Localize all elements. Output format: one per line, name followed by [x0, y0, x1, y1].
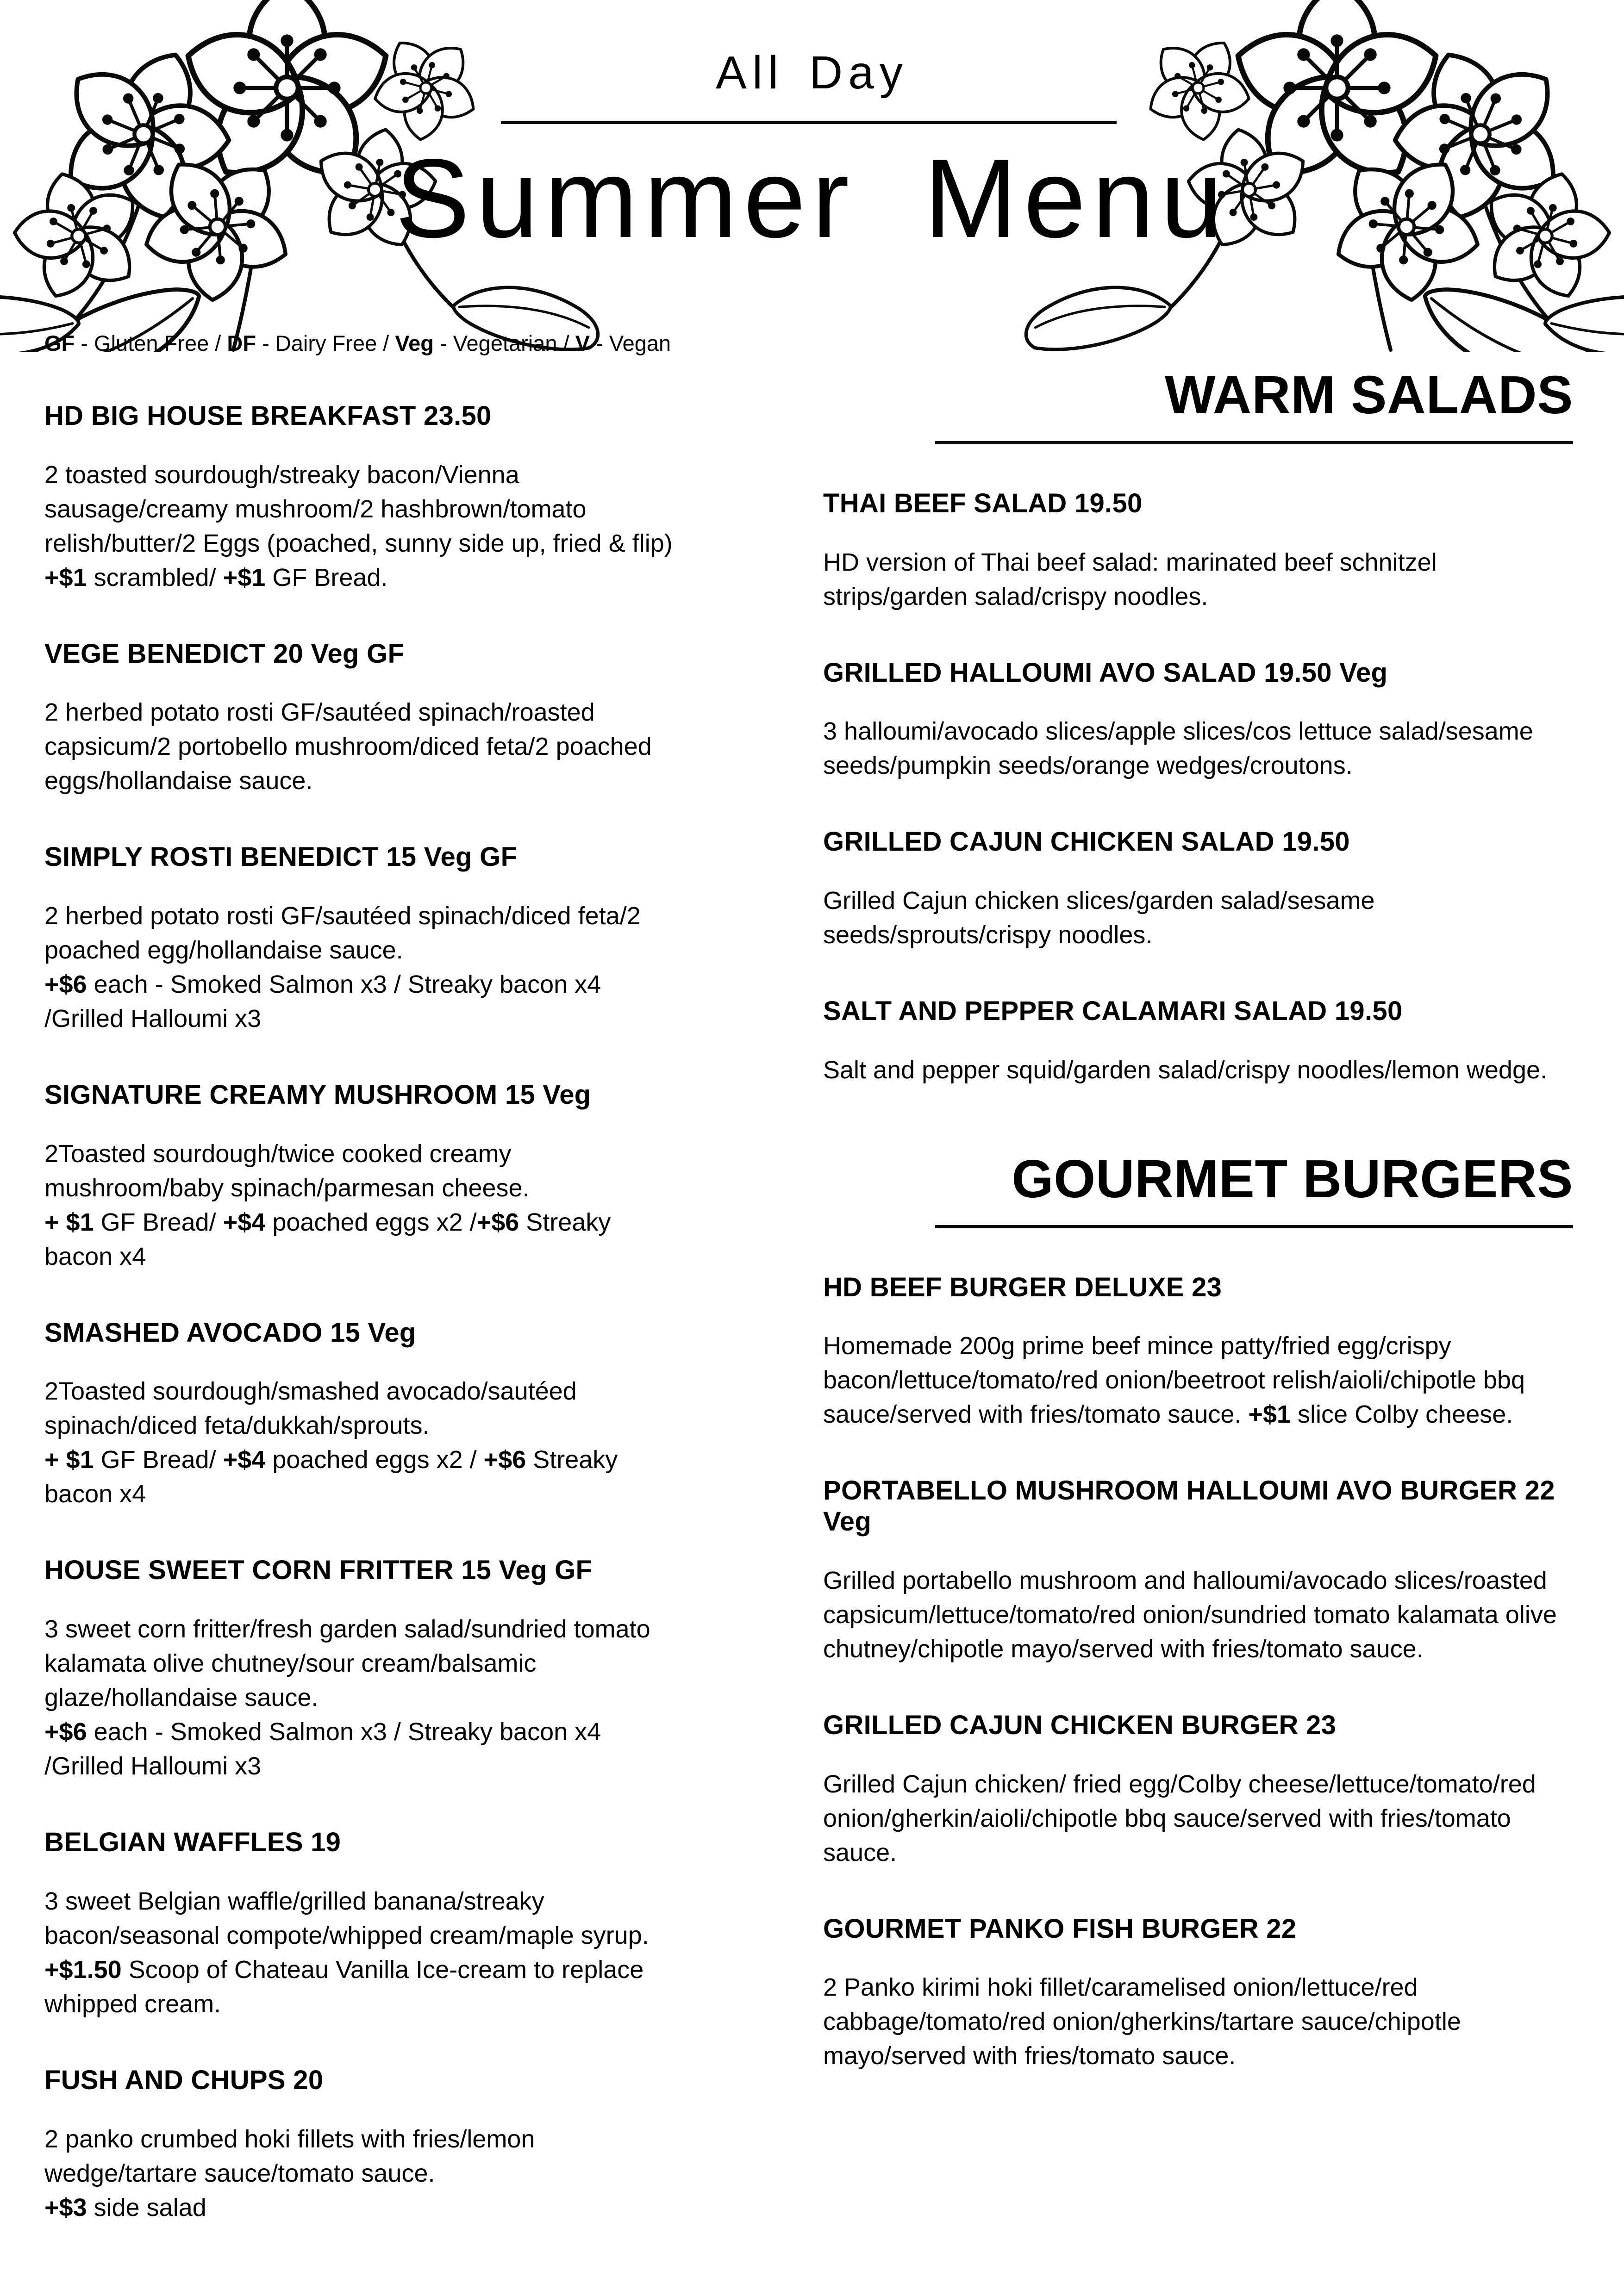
- text-run: - Vegetarian /: [434, 331, 575, 355]
- item-description: [823, 714, 1573, 783]
- menu-item-belgian-waffles: [44, 1827, 674, 2021]
- item-name: SMASHED AVOCADO 15 Veg: [44, 1317, 416, 1348]
- section-warm-salads: [823, 365, 1573, 1087]
- text-run: 2 panko crumbed hoki fillets with fries/lemon wedge/tartare sauce/tomato sauce.: [44, 2125, 535, 2187]
- menu-item-gourmet-panko-fish-burger: [823, 1914, 1573, 2073]
- dietary-legend: [44, 330, 671, 356]
- text-run: Grilled Cajun chicken slices/garden salad/sesame seeds/sprouts/crispy noodles.: [823, 887, 1375, 949]
- price-addon: GF: [44, 331, 75, 355]
- text-run: scrambled/: [87, 563, 223, 591]
- menu-item-portabello-halloumi-avo-burger: [823, 1475, 1573, 1666]
- item-name: HOUSE SWEET CORN FRITTER 15 Veg GF: [44, 1555, 593, 1586]
- item-description: [823, 1563, 1573, 1666]
- text-run: Grilled Cajun chicken/ fried egg/Colby cheese/lettuce/tomato/red onion/gherkin/aioli/chipotle bbq sauce/served with fries/tomato sauce.: [823, 1770, 1536, 1867]
- item-description: [44, 2122, 674, 2225]
- text-run: 2Toasted sourdough/smashed avocado/sautéed spinach/diced feta/dukkah/sprouts.: [44, 1377, 577, 1440]
- price-addon: +$1: [223, 563, 266, 591]
- item-description: [823, 1970, 1573, 2073]
- item-name: HD BIG HOUSE BREAKFAST 23.50: [44, 401, 492, 431]
- item-name: GRILLED CAJUN CHICKEN BURGER 23: [823, 1710, 1337, 1740]
- item-description: [823, 545, 1573, 614]
- menu-item-smashed-avocado: [44, 1318, 674, 1512]
- item-name: GOURMET PANKO FISH BURGER 22: [823, 1913, 1297, 1944]
- item-description: [823, 1053, 1573, 1087]
- menu-subtitle: All Day: [716, 47, 908, 99]
- menu-item-hd-beef-burger-deluxe: [823, 1272, 1573, 1432]
- item-name: HD BEEF BURGER DELUXE 23: [823, 1272, 1222, 1302]
- menu-item-grilled-halloumi-avo-salad: [823, 658, 1573, 783]
- price-addon: Veg: [395, 331, 434, 355]
- price-addon: +$1: [44, 563, 87, 591]
- item-name: VEGE BENEDICT 20 Veg GF: [44, 638, 405, 669]
- text-run: each - Smoked Salmon x3 / Streaky bacon x4 /Grilled Halloumi x3: [44, 971, 601, 1033]
- price-addon: DF: [227, 331, 256, 355]
- menu-item-vege-benedict: [44, 639, 674, 798]
- section-heading: GOURMET BURGERS: [1012, 1148, 1573, 1209]
- text-run: Grilled portabello mushroom and halloumi/avocado slices/roasted capsicum/lettuce/tomato/red onion/sundried tomato kalamata olive chutney/chipotle mayo/served with fries/tomato sauce.: [823, 1566, 1557, 1663]
- text-run: Streaky bacon x4: [44, 1446, 618, 1508]
- price-addon: +$1.50: [44, 1955, 122, 1984]
- section-gourmet-burgers: [823, 1148, 1573, 2073]
- text-run: side salad: [87, 2193, 206, 2221]
- menu-item-fush-and-chups: [44, 2065, 674, 2225]
- text-run: - Dairy Free /: [256, 331, 395, 355]
- text-run: slice Colby cheese.: [1291, 1400, 1513, 1429]
- text-run: poached eggs x2 /: [265, 1208, 477, 1236]
- section-divider-line: [935, 441, 1573, 444]
- header-divider-line: [501, 121, 1117, 124]
- text-run: poached eggs x2 /: [265, 1446, 484, 1474]
- text-run: 2 herbed potato rosti GF/sautéed spinach/diced feta/2 poached egg/hollandaise sauce.: [44, 902, 641, 964]
- text-run: Streaky bacon x4: [44, 1208, 611, 1270]
- menu-item-sweet-corn-fritter: [44, 1555, 674, 1783]
- menu-item-big-house-breakfast: [44, 401, 674, 595]
- text-run: - Gluten Free /: [75, 331, 227, 355]
- menu-item-grilled-cajun-chicken-burger: [823, 1710, 1573, 1870]
- menu-item-signature-creamy-mushroom: [44, 1080, 674, 1274]
- price-addon: +$6: [476, 1208, 519, 1236]
- price-addon: +$6: [44, 1718, 87, 1746]
- price-addon: + $1: [44, 1446, 94, 1474]
- text-run: 3 sweet corn fritter/fresh garden salad/sundried tomato kalamata olive chutney/sour cream/balsamic glaze/hollandaise sauce.: [44, 1615, 650, 1712]
- item-name: SIGNATURE CREAMY MUSHROOM 15 Veg: [44, 1080, 591, 1110]
- item-description: [44, 1612, 674, 1783]
- text-run: 2 herbed potato rosti GF/sautéed spinach/roasted capsicum/2 portobello mushroom/diced feta/2 poached eggs/hollandaise sauce.: [44, 698, 652, 795]
- section-heading: WARM SALADS: [1165, 365, 1573, 425]
- salads-and-burgers-column: [823, 365, 1573, 2073]
- item-name: GRILLED HALLOUMI AVO SALAD 19.50 Veg: [823, 657, 1388, 688]
- text-run: 3 halloumi/avocado slices/apple slices/cos lettuce salad/sesame seeds/pumpkin seeds/orange wedges/croutons.: [823, 717, 1533, 780]
- menu-item-thai-beef-salad: [823, 488, 1573, 614]
- price-addon: +$1: [1248, 1400, 1291, 1429]
- text-run: Scoop of Chateau Vanilla Ice-cream to replace whipped cream.: [44, 1955, 644, 2018]
- item-name: SIMPLY ROSTI BENEDICT 15 Veg GF: [44, 842, 518, 872]
- text-run: GF Bread/: [94, 1446, 223, 1474]
- price-addon: V: [575, 331, 590, 355]
- menu-item-salt-pepper-calamari-salad: [823, 996, 1573, 1087]
- text-run: each - Smoked Salmon x3 / Streaky bacon x4 /Grilled Halloumi x3: [44, 1718, 601, 1780]
- text-run: 2Toasted sourdough/twice cooked creamy mushroom/baby spinach/parmesan cheese.: [44, 1139, 530, 1202]
- text-run: 2 Panko kirimi hoki fillet/caramelised onion/lettuce/red cabbage/tomato/red onion/gherkins/tartare sauce/chipotle mayo/served with fries/tomato sauce.: [823, 1973, 1461, 2070]
- breakfast-column: [44, 401, 674, 2225]
- item-name: PORTABELLO MUSHROOM HALLOUMI AVO BURGER 22 Veg: [823, 1475, 1555, 1537]
- menu-title: Summer Menu: [395, 136, 1229, 261]
- price-addon: +$4: [223, 1446, 266, 1474]
- item-name: THAI BEEF SALAD 19.50: [823, 488, 1143, 518]
- text-run: GF Bread/: [94, 1208, 223, 1236]
- item-description: [823, 1329, 1573, 1431]
- price-addon: +$4: [223, 1208, 266, 1236]
- text-run: Salt and pepper squid/garden salad/crispy noodles/lemon wedge.: [823, 1056, 1548, 1084]
- text-run: - Vegan: [590, 331, 671, 355]
- section-divider-line: [935, 1225, 1573, 1228]
- price-addon: +$6: [483, 1446, 526, 1474]
- item-description: [823, 1767, 1573, 1870]
- item-description: [44, 1137, 674, 1274]
- menu-item-grilled-cajun-chicken-salad: [823, 827, 1573, 952]
- price-addon: +$6: [44, 971, 87, 999]
- price-addon: +$3: [44, 2193, 87, 2221]
- text-run: HD version of Thai beef salad: marinated beef schnitzel strips/garden salad/crispy noodles.: [823, 548, 1437, 610]
- item-description: [44, 899, 674, 1036]
- item-description: [44, 1884, 674, 2021]
- price-addon: + $1: [44, 1208, 94, 1236]
- item-name: BELGIAN WAFFLES 19: [44, 1827, 341, 1858]
- text-run: 2 toasted sourdough/streaky bacon/Vienna sausage/creamy mushroom/2 hashbrown/tomato relish/butter/2 Eggs (poached, sunny side up, fried & flip): [44, 460, 673, 557]
- item-description: [823, 884, 1573, 952]
- item-name: SALT AND PEPPER CALAMARI SALAD 19.50: [823, 996, 1403, 1027]
- text-run: Homemade 200g prime beef mince patty/fried egg/crispy bacon/lettuce/tomato/red onion/beetroot relish/aioli/chipotle bbq sauce/served with fries/tomato sauce.: [823, 1332, 1525, 1429]
- item-description: [44, 458, 674, 595]
- item-description: [44, 695, 674, 798]
- item-description: [44, 1374, 674, 1511]
- item-name: FUSH AND CHUPS 20: [44, 2065, 324, 2095]
- item-name: GRILLED CAJUN CHICKEN SALAD 19.50: [823, 827, 1350, 857]
- text-run: 3 sweet Belgian waffle/grilled banana/streaky bacon/seasonal compote/whipped cream/maple syrup.: [44, 1887, 649, 1949]
- text-run: GF Bread.: [265, 563, 388, 591]
- menu-item-simply-rosti-benedict: [44, 842, 674, 1036]
